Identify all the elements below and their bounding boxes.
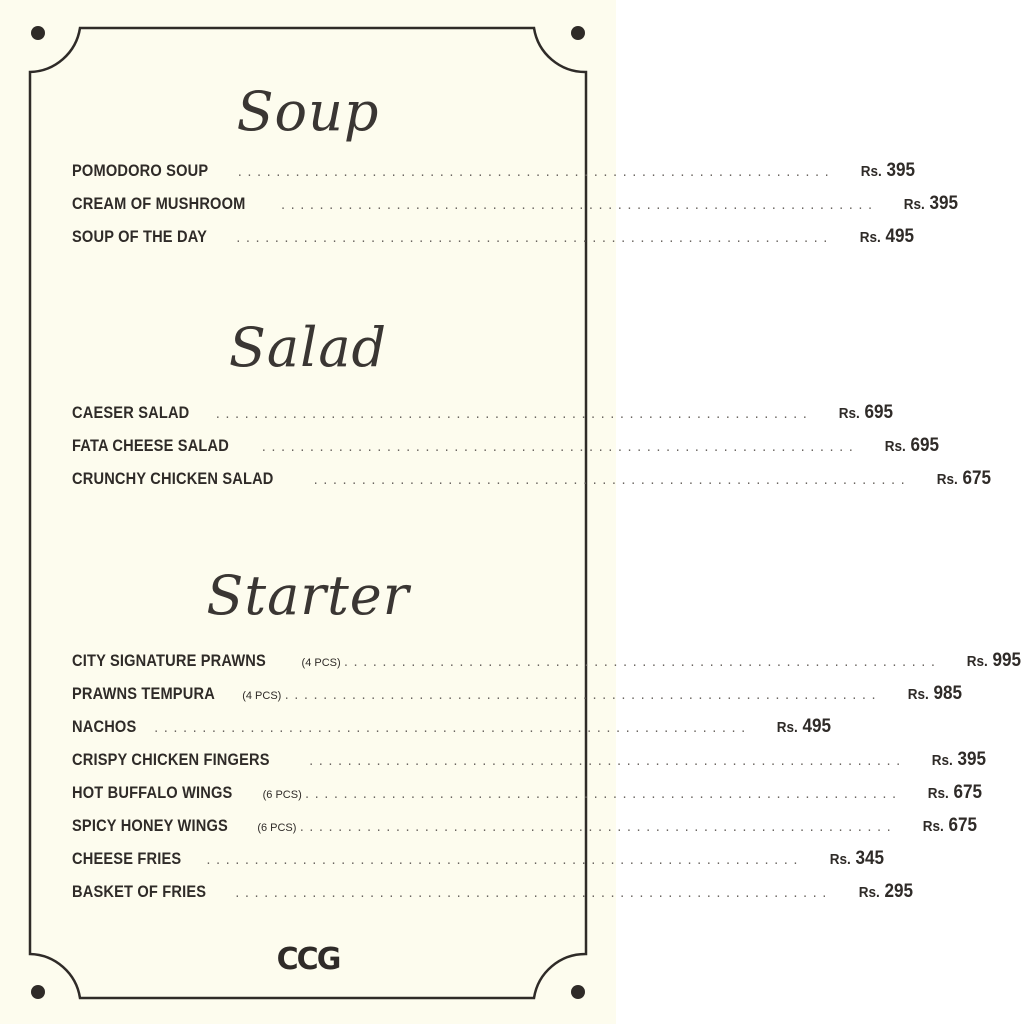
dot-leader: .............................................................. [234, 887, 831, 900]
dot-leader: .............................................................. [152, 722, 750, 735]
item-price: Rs. 495 [859, 226, 914, 247]
corner-dot-bottom-left [31, 985, 45, 999]
corner-dot-bottom-right [571, 985, 585, 999]
dot-leader: .............................................................. [312, 474, 909, 487]
item-price: Rs. 695 [838, 402, 894, 423]
dot-leader: .............................................................. [342, 656, 940, 669]
menu-item [72, 160, 916, 193]
dot-leader: .............................................................. [279, 199, 877, 212]
corner-dot-top-left [31, 26, 45, 40]
menu-item [72, 226, 914, 259]
item-price: Rs. 345 [829, 848, 884, 869]
item-note: (4 PCS) [242, 690, 282, 702]
corner-dot-top-right [571, 26, 585, 40]
item-name: SOUP OF THE DAY [72, 227, 208, 246]
item-name: CAESER SALAD [72, 403, 190, 422]
menu-item [72, 435, 940, 468]
menu-item [72, 848, 884, 881]
item-name: FATA CHEESE SALAD [72, 436, 229, 455]
item-name: CRUNCHY CHICKEN SALAD [72, 469, 274, 488]
menu-item [72, 468, 991, 501]
item-price: Rs. 675 [922, 815, 978, 836]
dot-leader: .............................................................. [214, 408, 812, 421]
item-price: Rs. 295 [858, 881, 913, 902]
dot-leader: .............................................................. [303, 788, 901, 801]
dot-leader: .............................................................. [298, 821, 896, 834]
menu-item [72, 749, 987, 782]
dot-leader: .............................................................. [260, 441, 858, 454]
menu-item [72, 193, 959, 226]
item-price: Rs. 985 [907, 683, 962, 704]
item-name: PRAWNS TEMPURA [72, 684, 215, 703]
section-title-salad: Salad [228, 316, 388, 379]
item-note: (6 PCS) [262, 789, 302, 801]
dot-leader: .............................................................. [234, 232, 832, 245]
dot-leader: .............................................................. [307, 755, 905, 768]
item-name: SPICY HONEY WINGS [72, 816, 228, 835]
item-name: CITY SIGNATURE PRAWNS [72, 651, 266, 670]
menu-item [72, 683, 962, 716]
section-title-soup: Soup [236, 80, 380, 143]
item-price: Rs. 395 [932, 749, 987, 770]
item-note: (4 PCS) [301, 657, 341, 669]
item-name: CRISPY CHICKEN FINGERS [72, 750, 270, 769]
item-name: NACHOS [72, 717, 137, 736]
item-price: Rs. 695 [884, 435, 940, 456]
item-price: Rs. 495 [777, 716, 832, 737]
item-price: Rs. 995 [966, 650, 1021, 671]
item-price: Rs. 395 [860, 160, 916, 181]
item-price: Rs. 675 [928, 782, 983, 803]
menu-item [72, 815, 978, 848]
dot-leader: .............................................................. [205, 854, 802, 867]
menu-item [72, 716, 832, 749]
item-name: HOT BUFFALO WINGS [72, 783, 233, 802]
menu-item [72, 402, 894, 435]
menu-item [72, 881, 913, 914]
section-title-starter: Starter [206, 564, 410, 627]
item-name: CHEESE FRIES [72, 849, 182, 868]
menu-list-starter [72, 650, 1021, 914]
dot-leader: .............................................................. [236, 166, 834, 179]
item-price: Rs. 395 [904, 193, 959, 214]
item-name: CREAM OF MUSHROOM [72, 194, 246, 213]
item-note: (6 PCS) [257, 822, 297, 834]
dot-leader: .............................................................. [283, 689, 880, 702]
item-name: POMODORO SOUP [72, 161, 209, 180]
brand-logo: CCG [276, 942, 340, 977]
menu-list-soup [72, 160, 959, 259]
item-name: BASKET OF FRIES [72, 882, 207, 901]
menu-item [72, 782, 983, 815]
menu-list-salad [72, 402, 991, 501]
item-price: Rs. 675 [936, 468, 991, 489]
menu-item [72, 650, 1021, 683]
